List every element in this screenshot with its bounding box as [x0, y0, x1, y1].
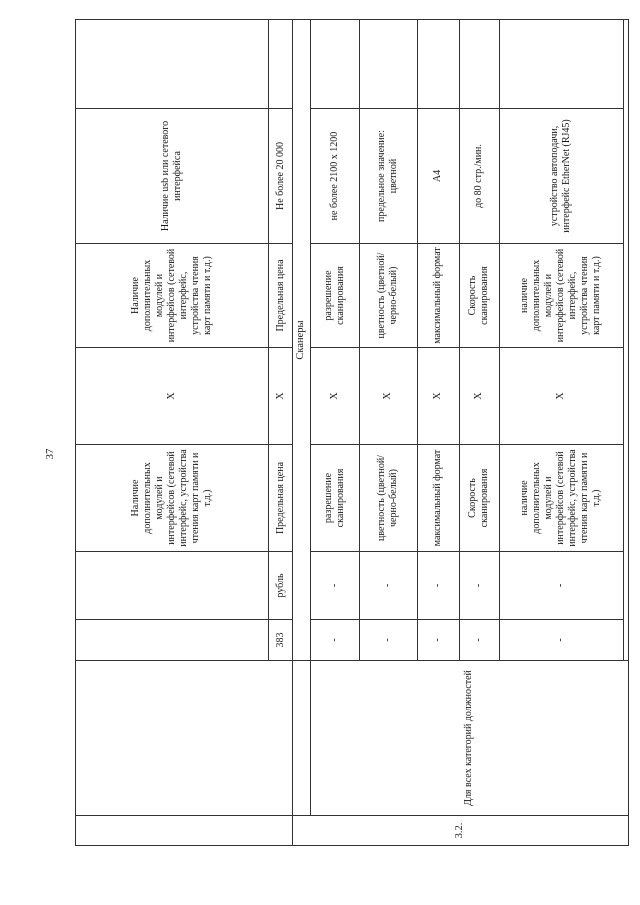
cell-price-value: Не более 20 000 [269, 109, 293, 244]
cell-continuation-extra [76, 20, 269, 109]
cell-unit: - [417, 552, 459, 620]
cell-unit: - [359, 552, 417, 620]
cell-continuation-num [76, 816, 293, 846]
table-row-section-title [293, 20, 311, 846]
cell-continuation-unit [76, 552, 269, 620]
cell-extra [499, 20, 623, 109]
cell-continuation-code [76, 620, 269, 661]
rotated-table-wrapper [75, 20, 603, 846]
cell-continuation-category [76, 661, 293, 816]
cell-characteristic: максимальный формат [417, 445, 459, 552]
cell-characteristic: разрешение сканирования [310, 445, 359, 552]
cell-mark: Х [359, 348, 417, 445]
cell-value: А4 [417, 109, 459, 244]
cell-continuation-mark: Х [76, 348, 269, 445]
cell-characteristic: цветность (цветной/черно-белый) [359, 445, 417, 552]
page-number: 37 [44, 448, 56, 460]
cell-section-title-spacer [293, 661, 311, 816]
cell-extra [417, 20, 459, 109]
cell-mark: Х [310, 348, 359, 445]
cell-continuation-value: Наличие usb или сетевого интерфейса [76, 109, 269, 244]
table-row-continuation [76, 20, 269, 846]
cell-price-code: 383 [269, 620, 293, 661]
cell-characteristic: наличие дополнительных модулей и интерфейсов (сетевой интерфейс, устройства чтения карт памяти и т.д.) [499, 445, 623, 552]
cell-price-characteristic-2: Предельная цена [269, 244, 293, 348]
cell-price-mark: Х [269, 348, 293, 445]
table-row [310, 20, 359, 846]
cell-characteristic-2: максимальный формат [417, 244, 459, 348]
cell-extra [310, 20, 359, 109]
cell-mark: Х [417, 348, 459, 445]
cell-code: - [459, 620, 499, 661]
cell-code: - [310, 620, 359, 661]
cell-characteristic-2: разрешение сканирования [310, 244, 359, 348]
section-number: 3.2. [293, 816, 629, 846]
cell-value: до 80 стр./мин. [459, 109, 499, 244]
cell-continuation-characteristic-2: Наличие дополнительных модулей и интерфейсов (сетевой интерфейс, устройства чтения карт памяти и т.д.) [76, 244, 269, 348]
cell-filler [623, 20, 628, 661]
section-title: Сканеры [293, 20, 311, 661]
cell-continuation-characteristic: Наличие дополнительных модулей и интерфейсов (сетевой интерфейс, устройства чтения карт памяти и т.д.) [76, 445, 269, 552]
cell-price-unit: рубль [269, 552, 293, 620]
cell-value: устройство автоподачи, интерфейс EtherNet (RJ45) [499, 109, 623, 244]
cell-unit: - [499, 552, 623, 620]
cell-mark: Х [459, 348, 499, 445]
cell-value: предельное значение: цветной [359, 109, 417, 244]
cell-characteristic-2: Скорость сканирования [459, 244, 499, 348]
cell-price-characteristic: Предельная цена [269, 445, 293, 552]
cell-unit: - [459, 552, 499, 620]
cell-code: - [417, 620, 459, 661]
cell-code: - [359, 620, 417, 661]
cell-mark: Х [499, 348, 623, 445]
cell-extra [359, 20, 417, 109]
cell-extra [459, 20, 499, 109]
cell-characteristic-2: цветность (цветной/черно-белый) [359, 244, 417, 348]
cell-price-extra [269, 20, 293, 109]
category-cell: Для всех категорий должностей [310, 661, 628, 816]
cell-value: не более 2100 х 1200 [310, 109, 359, 244]
cell-code: - [499, 620, 623, 661]
cell-characteristic-2: наличие дополнительных модулей и интерфейсов (сетевой интерфейс, устройства чтения карт памяти и т.д.) [499, 244, 623, 348]
specification-table [75, 19, 629, 846]
cell-characteristic: Скорость сканирования [459, 445, 499, 552]
cell-unit: - [310, 552, 359, 620]
